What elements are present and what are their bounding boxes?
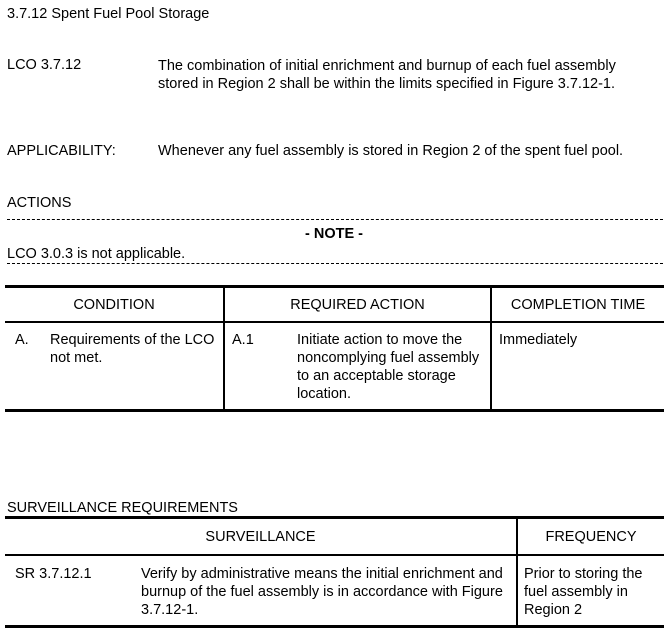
note-text: LCO 3.0.3 is not applicable.	[7, 246, 186, 262]
condition-text: Requirements of the LCO not met.	[50, 332, 215, 366]
table-header-rule	[5, 321, 664, 323]
sr-frequency: Prior to storing the fuel assembly in Region 2	[524, 566, 643, 618]
applicability-label: APPLICABILITY:	[7, 143, 116, 159]
header-condition: CONDITION	[73, 297, 155, 313]
note-title: - NOTE -	[305, 226, 363, 242]
header-frequency: FREQUENCY	[545, 529, 637, 545]
actions-heading: ACTIONS	[7, 195, 72, 211]
table-top-rule	[5, 285, 664, 288]
section-title: 3.7.12 Spent Fuel Pool Storage	[7, 6, 210, 22]
surveillance-heading: SURVEILLANCE REQUIREMENTS	[7, 500, 238, 516]
completion-time: Immediately	[499, 332, 578, 348]
table-bottom-rule	[5, 409, 664, 412]
header-required-action: REQUIRED ACTION	[290, 297, 425, 313]
note-top-divider	[7, 219, 663, 220]
action-text: Initiate action to move the noncomplying fuel assembly to an acceptable storage location.	[297, 332, 480, 402]
action-id: A.1	[232, 332, 254, 348]
note-bottom-divider	[7, 263, 663, 264]
table-top-rule	[5, 516, 664, 519]
lco-text: The combination of initial enrichment and burnup of each fuel assembly stored in Region 2 shall be within the limits specified in Figure 3.7.12-1.	[158, 58, 616, 92]
condition-id: A.	[15, 332, 29, 348]
table-bottom-rule	[5, 625, 664, 628]
header-completion-time: COMPLETION TIME	[510, 297, 646, 313]
lco-label: LCO 3.7.12	[7, 57, 82, 73]
table-header-rule	[5, 554, 664, 556]
applicability-text: Whenever any fuel assembly is stored in Region 2 of the spent fuel pool.	[158, 143, 624, 159]
sr-id: SR 3.7.12.1	[15, 566, 92, 582]
header-surveillance: SURVEILLANCE	[205, 529, 316, 545]
sr-text: Verify by administrative means the initial enrichment and burnup of the fuel assembly is in accordance with Figure 3.7.12-1.	[141, 566, 503, 618]
